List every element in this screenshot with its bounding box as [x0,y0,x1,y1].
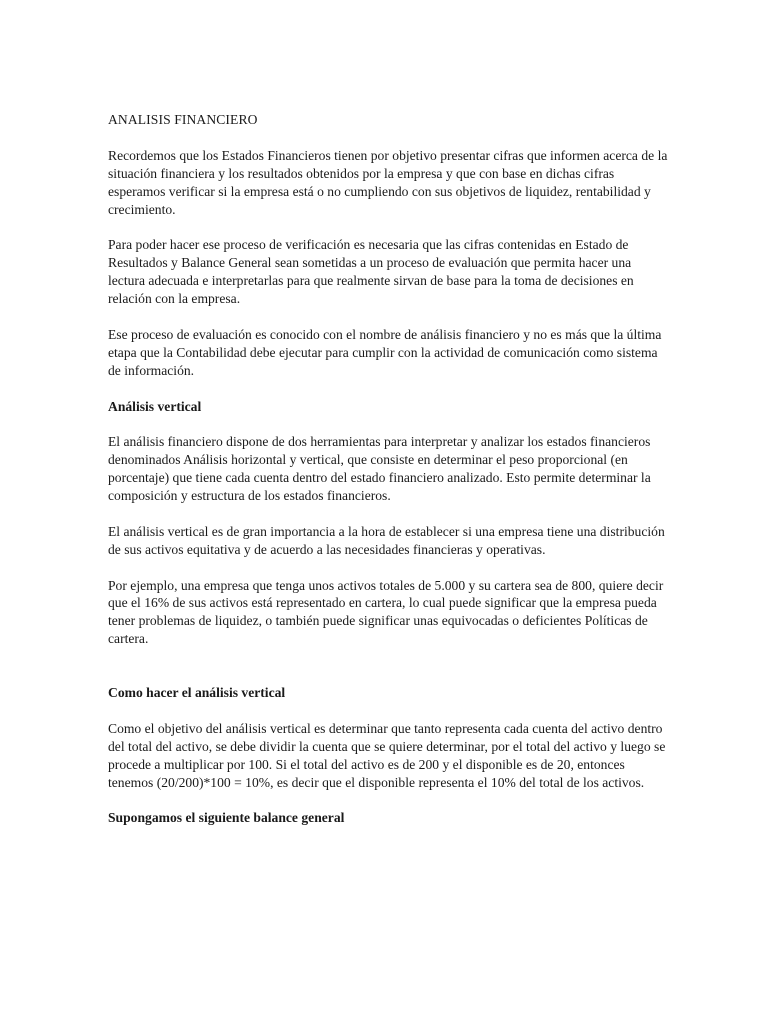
vertical-paragraph-3: Por ejemplo, una empresa que tenga unos activos totales de 5.000 y su cartera sea de 800, quiere decir que el 16% de sus activos está representado en cartera, lo cual puede significar que la empresa pueda tener problemas de liquidez, o también puede significar unas equivocadas o deficientes Políticas de cartera. [108,577,664,647]
heading-balance-general: Supongamos el siguiente balance general [108,810,345,826]
document-title: ANALISIS FINANCIERO [108,112,258,127]
document-body [108,111,668,827]
how-paragraph-1: Como el objetivo del análisis vertical es determinar que tanto representa cada cuenta del activo dentro del total del activo, se debe dividir la cuenta que se quiere determinar, por el total del activo y luego se procede a multiplicar por 100. Si el total del activo es de 200 y el disponible es de 20, entonces tenemos (20/200)*100 = 10%, es decir que el disponible representa el 10% del total de los activos. [108,720,666,790]
intro-paragraph-1: Recordemos que los Estados Financieros tienen por objetivo presentar cifras que informen acerca de la situación financiera y los resultados obtenidos por la empresa y que con base en dichas cifras esperamos verificar si la empresa está o no cumpliendo con sus objetivos de liquidez, rentabilidad y crecimiento. [108,147,668,217]
intro-paragraph-2: Para poder hacer ese proceso de verificación es necesaria que las cifras contenidas en Estado de Resultados y Balance General sean sometidas a un proceso de evaluación que permita hacer una lectura adecuada e interpretarlas para que realmente sirvan de base para la toma de decisiones en relación con la empresa. [108,237,634,307]
heading-analisis-vertical: Análisis vertical [108,398,202,414]
heading-como-hacer: Como hacer el análisis vertical [108,684,286,700]
intro-paragraph-3: Ese proceso de evaluación es conocido con el nombre de análisis financiero y no es más que la última etapa que la Contabilidad debe ejecutar para cumplir con la actividad de comunicación como sistema de información. [108,326,662,378]
vertical-paragraph-2: El análisis vertical es de gran importancia a la hora de establecer si una empresa tiene una distribución de sus activos equitativa y de acuerdo a las necesidades financieras y operativas. [108,523,665,557]
vertical-paragraph-1: El análisis financiero dispone de dos herramientas para interpretar y analizar los estados financieros denominados Análisis horizontal y vertical, que consiste en determinar el peso proporcional (en porcentaje) que tiene cada cuenta dentro del estado financiero analizado. Esto permite determinar la composición y estructura de los estados financieros. [108,434,651,504]
